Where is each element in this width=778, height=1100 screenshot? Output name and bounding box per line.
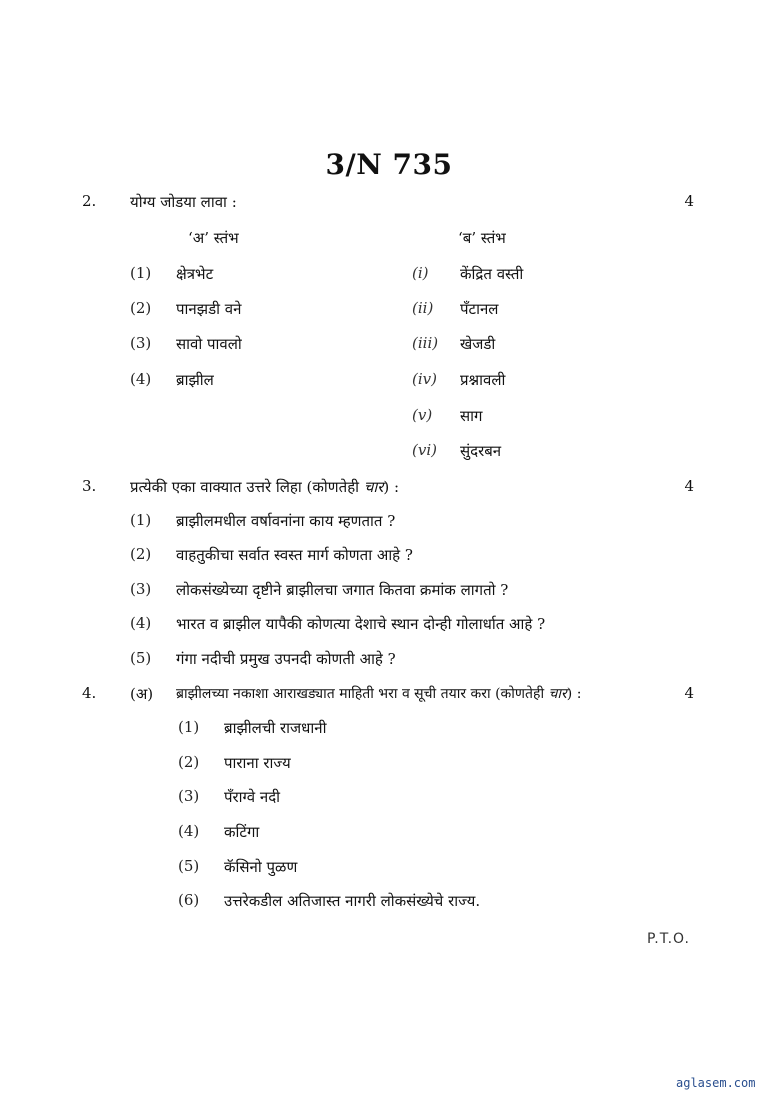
question-marks: 4 bbox=[684, 477, 694, 495]
list-item: पाराना राज्य bbox=[224, 754, 291, 772]
paper-code: 3/N 735 bbox=[325, 148, 453, 181]
list-item: वाहतुकीचा सर्वात स्वस्त मार्ग कोणता आहे ? bbox=[176, 546, 413, 564]
list-item: कॅसिनो पुळण bbox=[224, 858, 298, 876]
list-item-number: (vi) bbox=[412, 441, 437, 459]
list-item-number: (1) bbox=[178, 718, 200, 736]
list-item: पँराग्वे नदी bbox=[224, 788, 281, 806]
column-a-heading: ‘अ’ स्तंभ bbox=[188, 229, 239, 247]
column-b-heading: ‘ब’ स्तंभ bbox=[458, 229, 506, 247]
question-title: ब्राझीलच्या नकाशा आराखड्यात माहिती भरा व सूची तयार करा (कोणतेही चार) : bbox=[176, 686, 582, 702]
list-item-number: (iv) bbox=[412, 370, 437, 388]
list-item-number: (2) bbox=[130, 545, 152, 563]
list-item: सावो पावलो bbox=[176, 335, 242, 353]
list-item-number: (2) bbox=[178, 753, 200, 771]
list-item-number: (1) bbox=[130, 511, 152, 529]
list-item-number: (2) bbox=[130, 299, 152, 317]
list-item: ब्राझीलमधील वर्षावनांना काय म्हणतात ? bbox=[176, 512, 396, 530]
list-item: ब्राझील bbox=[176, 371, 214, 389]
question-marks: 4 bbox=[684, 684, 694, 702]
list-item: पँटानल bbox=[460, 300, 499, 318]
list-item-number: (3) bbox=[178, 787, 200, 805]
list-item: भारत व ब्राझील यापैकी कोणत्या देशाचे स्थान दोन्ही गोलार्धात आहे ? bbox=[176, 615, 546, 633]
question-title: प्रत्येकी एका वाक्यात उत्तरे लिहा (कोणतेही चार) : bbox=[130, 478, 400, 496]
pto-label: P.T.O. bbox=[647, 931, 690, 947]
list-item-number: (5) bbox=[130, 649, 152, 667]
list-item-number: (4) bbox=[130, 614, 152, 632]
list-item: गंगा नदीची प्रमुख उपनदी कोणती आहे ? bbox=[176, 650, 396, 668]
list-item-number: (v) bbox=[412, 406, 433, 424]
list-item-number: (iii) bbox=[412, 334, 439, 352]
question-number: 3. bbox=[82, 477, 97, 495]
question-number: 2. bbox=[82, 192, 97, 210]
list-item-number: (6) bbox=[178, 891, 200, 909]
list-item: उत्तरेकडील अतिजास्त नागरी लोकसंख्येचे राज्य. bbox=[224, 892, 481, 910]
list-item-number: (3) bbox=[130, 334, 152, 352]
list-item: साग bbox=[460, 407, 483, 425]
list-item: ब्राझीलची राजधानी bbox=[224, 719, 327, 737]
list-item: कटिंगा bbox=[224, 823, 260, 841]
question-sub-label: (अ) bbox=[130, 685, 154, 703]
list-item: सुंदरबन bbox=[460, 442, 502, 460]
question-title: योग्य जोडया लावा : bbox=[130, 193, 237, 211]
list-item: केंद्रित वस्ती bbox=[460, 265, 524, 283]
question-marks: 4 bbox=[684, 192, 694, 210]
list-item: खेजडी bbox=[460, 335, 496, 353]
list-item: पानझडी वने bbox=[176, 300, 242, 318]
list-item-number: (4) bbox=[178, 822, 200, 840]
list-item-number: (4) bbox=[130, 370, 152, 388]
list-item-number: (5) bbox=[178, 857, 200, 875]
list-item-number: (3) bbox=[130, 580, 152, 598]
list-item-number: (1) bbox=[130, 264, 152, 282]
watermark: aglasem.com bbox=[676, 1076, 756, 1090]
list-item: क्षेत्रभेट bbox=[176, 265, 214, 283]
question-number: 4. bbox=[82, 684, 97, 702]
list-item: प्रश्नावली bbox=[460, 371, 506, 389]
list-item-number: (i) bbox=[412, 264, 429, 282]
list-item: लोकसंख्येच्या दृष्टीने ब्राझीलचा जगात कितवा क्रमांक लागतो ? bbox=[176, 581, 509, 599]
list-item-number: (ii) bbox=[412, 299, 434, 317]
